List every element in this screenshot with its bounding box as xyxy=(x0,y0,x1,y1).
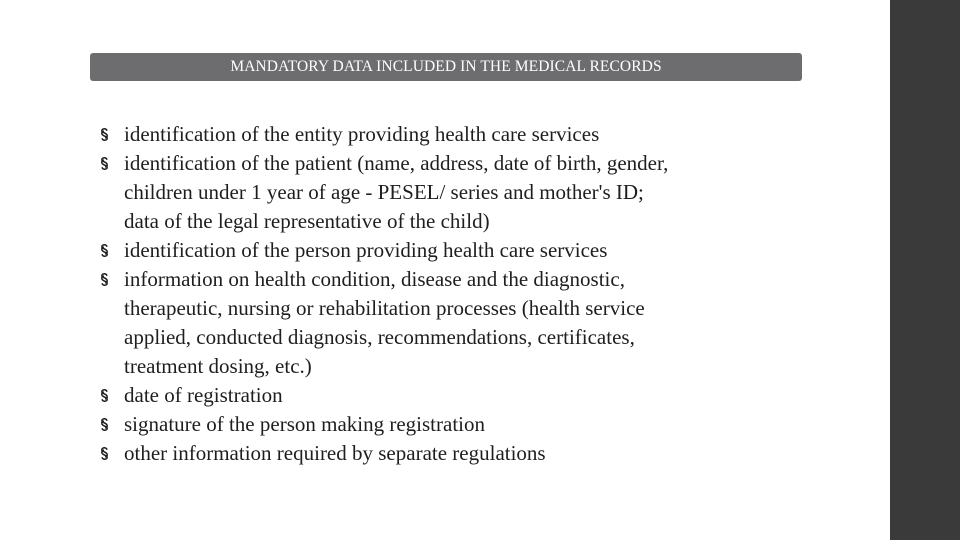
title-banner xyxy=(90,53,802,81)
list-item-line: data of the legal representative of the child) xyxy=(124,209,490,233)
list-item xyxy=(96,410,856,439)
section-sign-icon xyxy=(96,265,112,294)
list-item-line: date of registration xyxy=(124,383,283,407)
section-sign-icon xyxy=(96,381,112,410)
slide-title: MANDATORY DATA INCLUDED IN THE MEDICAL RECORDS xyxy=(230,58,662,76)
right-accent-bar xyxy=(890,0,960,540)
list-item xyxy=(96,439,856,468)
section-sign-icon xyxy=(96,439,112,468)
list-item xyxy=(96,381,856,410)
list-item-line: applied, conducted diagnosis, recommendations, certificates, xyxy=(124,325,635,349)
list-item-line: other information required by separate regulations xyxy=(124,441,546,465)
list-item xyxy=(96,236,856,265)
list-item-line: identification of the entity providing health care services xyxy=(124,122,600,146)
list-item-line: identification of the patient (name, address, date of birth, gender, xyxy=(124,151,669,175)
section-sign-icon xyxy=(96,120,112,149)
section-sign-icon xyxy=(96,410,112,439)
list-item-line: therapeutic, nursing or rehabilitation processes (health service xyxy=(124,296,645,320)
list-item-line: signature of the person making registration xyxy=(124,412,485,436)
list-item-line: children under 1 year of age - PESEL/ series and mother's ID; xyxy=(124,180,644,204)
list-item-line: identification of the person providing health care services xyxy=(124,238,608,262)
section-sign-icon xyxy=(96,236,112,265)
list-item-line: information on health condition, disease and the diagnostic, xyxy=(124,267,625,291)
bullet-list xyxy=(96,120,856,468)
list-item xyxy=(96,120,856,149)
list-item xyxy=(96,149,856,236)
section-sign-icon xyxy=(96,149,112,178)
list-item xyxy=(96,265,856,381)
list-item-line: treatment dosing, etc.) xyxy=(124,354,312,378)
